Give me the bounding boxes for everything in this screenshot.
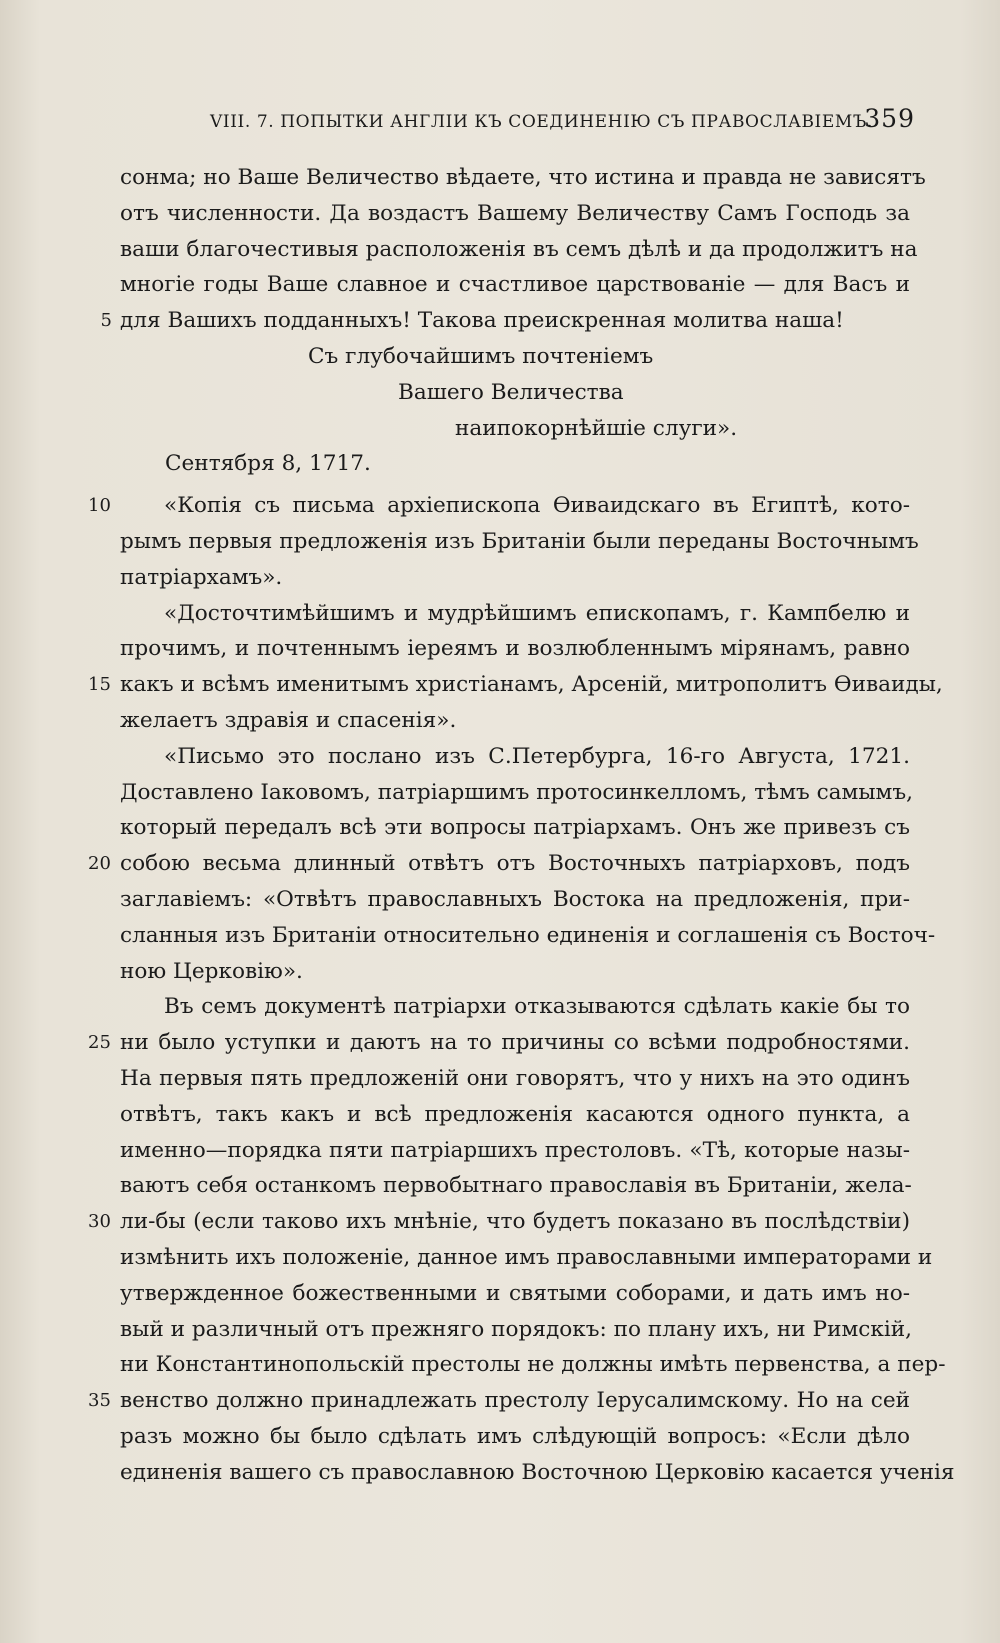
line-text: «Письмо это послано изъ С.Петербурга, 16-го Августа, 1721. (164, 743, 910, 769)
text-line (120, 703, 910, 739)
text-line (120, 1240, 933, 1276)
text-line (120, 1276, 910, 1312)
text-line (120, 267, 910, 303)
line-text: ли-бы (если таково ихъ мнѣніе, что будетъ показано въ послѣдствіи) (120, 1209, 910, 1235)
line-text: отъ численности. Да воздастъ Вашему Величеству Самъ Господь за (120, 200, 910, 226)
text-line (120, 810, 910, 846)
text-line (120, 989, 910, 1025)
closing-line (120, 339, 910, 375)
text-line (120, 160, 926, 196)
line-text: многіе годы Ваше славное и счастливое царствованіе — для Васъ и (120, 272, 910, 298)
line-text: сонма; но Ваше Величество вѣдаете, что истина и правда не зависятъ (120, 165, 926, 190)
line-text: Съ глубочайшимъ почтеніемъ (308, 343, 654, 369)
text-line (120, 882, 910, 918)
line-text: венство должно принадлежать престолу Іерусалимскому. Но на сей (120, 1388, 910, 1414)
line-text: для Вашихъ подданныхъ! Такова преискренная молитва наша! (120, 308, 844, 334)
text-line (120, 232, 918, 268)
line-text: который передалъ всѣ эти вопросы патріархамъ. Онъ же привезъ съ (120, 815, 910, 841)
line-text: прочимъ, и почтеннымъ іереямъ и возлюбленнымъ мірянамъ, равно (120, 636, 910, 662)
text-line (120, 631, 910, 667)
line-text: «Копія съ письма архіепископа Ѳиваидскаго въ Египтѣ, кото- (164, 493, 910, 519)
line-text: сланныя изъ Британіи относительно единенія и соглашенія съ Восточ- (120, 922, 936, 948)
line-number: 30 (88, 1211, 111, 1233)
text-line (120, 596, 910, 632)
text-line (88, 846, 910, 882)
line-text: рымъ первыя предложенія изъ Британіи были переданы Восточнымъ (120, 528, 919, 554)
date-line (120, 446, 910, 482)
line-number: 20 (88, 853, 111, 875)
line-text: Сентября 8, 1717. (165, 451, 371, 477)
line-text: На первыя пять предложеній они говорятъ, что у нихъ на это одинъ (120, 1065, 910, 1091)
text-line (88, 488, 910, 524)
line-text: разъ можно бы было сдѣлать имъ слѣдующій вопросъ: «Если дѣло (120, 1423, 910, 1449)
line-number: 35 (88, 1390, 111, 1412)
text-line (88, 1025, 910, 1061)
text-line (120, 739, 910, 775)
text-line (120, 196, 910, 232)
text-line (120, 954, 910, 990)
text-line (120, 1419, 910, 1455)
line-text: ною Церковію». (120, 958, 303, 984)
line-text: ваютъ себя останкомъ первобытнаго православія въ Британіи, жела- (120, 1173, 912, 1199)
text-line (88, 1204, 910, 1240)
text-line (120, 1168, 910, 1204)
line-text: ваши благочестивыя расположенія въ семъ дѣлѣ и да продолжитъ на (120, 236, 918, 262)
text-line (120, 1133, 910, 1169)
text-line (120, 918, 936, 954)
closing-line (120, 375, 910, 411)
text-line (120, 1097, 910, 1133)
line-text: заглавіемъ: «Отвѣтъ православныхъ Востока на предложенія, при- (120, 886, 910, 912)
line-text: ни Константинопольскій престолы не должны имѣть первенства, а пер- (120, 1352, 946, 1378)
text-line (88, 1383, 910, 1419)
text-line (120, 1312, 913, 1348)
text-line (120, 1455, 955, 1491)
text-line (88, 667, 943, 703)
line-text: именно—порядка пяти патріаршихъ престоловъ. «Тѣ, которые назы- (120, 1137, 910, 1163)
line-text: измѣнить ихъ положеніе, данное имъ православными императорами и (120, 1244, 933, 1270)
text-line (120, 524, 919, 560)
line-text: Въ семъ документѣ патріархи отказываются сдѣлать какіе бы то (164, 994, 910, 1020)
line-text: вый и различный отъ прежняго порядокъ: по плану ихъ, ни Римскій, (120, 1316, 913, 1342)
line-text: наипокорнѣйшіе слуги». (455, 415, 738, 441)
line-text: какъ и всѣмъ именитымъ христіанамъ, Арсеній, митрополитъ Ѳиваиды, (120, 672, 943, 698)
line-text: патріархамъ». (120, 564, 283, 590)
line-text: ни было уступки и даютъ на то причины со всѣми подробностями. (120, 1030, 910, 1056)
line-number: 15 (88, 674, 111, 696)
line-text: отвѣтъ, такъ какъ и всѣ предложенія касаются одного пункта, а (120, 1101, 910, 1127)
line-number: 10 (88, 495, 111, 517)
line-text: «Досточтимѣйшимъ и мудрѣйшимъ епископамъ, г. Кампбелю и (164, 600, 910, 626)
line-text: утвержденное божественными и святыми соборами, и дать имъ но- (120, 1280, 910, 1306)
page-number: 359 (864, 104, 915, 133)
closing-line (120, 411, 910, 447)
line-number: 5 (100, 310, 112, 332)
body-text (88, 160, 955, 1490)
chapter-header: VIII. 7. ПОПЫТКИ АНГЛІИ КЪ СОЕДИНЕНІЮ СЪ ПРАВОСЛАВІЕМЪ. (210, 112, 873, 132)
running-head (120, 104, 915, 144)
line-text: Доставлено Іаковомъ, патріаршимъ протосинкелломъ, тѣмъ самымъ, (120, 779, 913, 805)
text-line (120, 775, 913, 811)
text-line (100, 303, 910, 339)
line-text: желаетъ здравія и спасенія». (120, 707, 457, 733)
text-line (120, 1347, 946, 1383)
text-line (120, 1061, 910, 1097)
line-number: 25 (88, 1032, 111, 1054)
line-text: Вашего Величества (398, 379, 624, 405)
line-text: собою весьма длинный отвѣтъ отъ Восточныхъ патріарховъ, подъ (120, 851, 910, 877)
text-line (120, 560, 910, 596)
line-text: единенія вашего съ православною Восточною Церковію касается ученія (120, 1459, 955, 1485)
